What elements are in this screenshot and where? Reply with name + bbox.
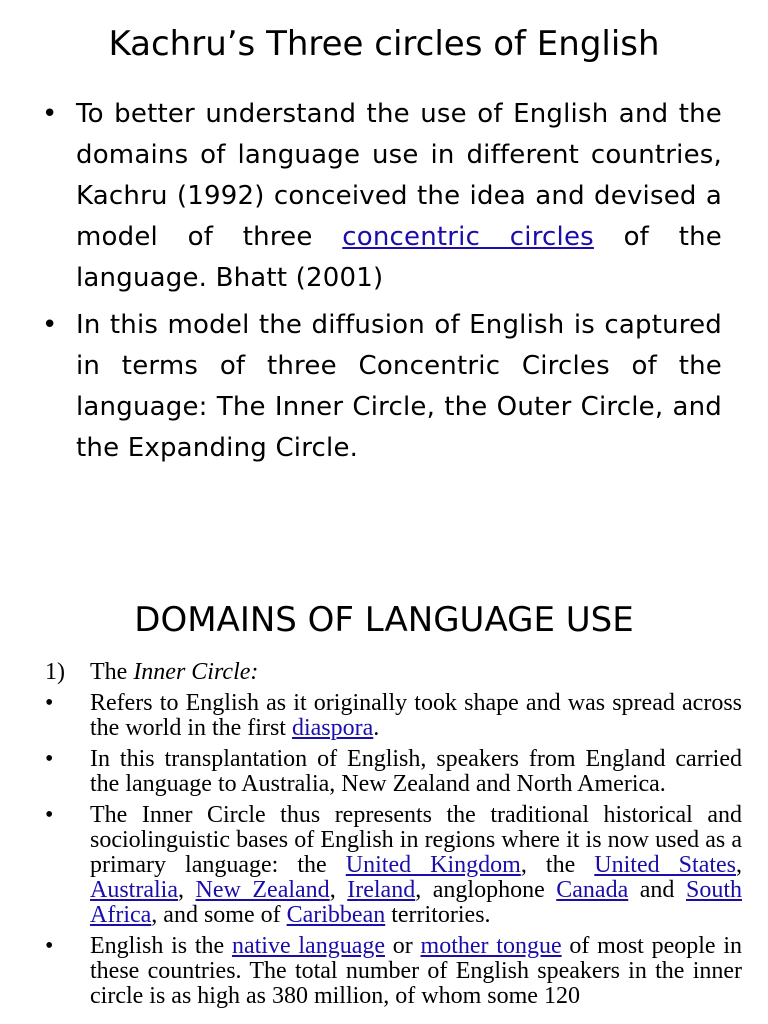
text-run: and — [628, 877, 686, 903]
text-run: The — [90, 659, 134, 685]
italic-text: Inner Circle: — [133, 659, 259, 685]
bullet-marker: • — [42, 99, 58, 129]
hyperlink[interactable]: concentric circles — [342, 222, 594, 252]
slide-title: Kachru’s Three circles of English — [108, 24, 660, 64]
text-run: , anglophone — [415, 877, 557, 903]
text-run: , — [177, 877, 196, 903]
hyperlink[interactable]: United States — [594, 852, 737, 878]
bullet-item — [36, 94, 722, 299]
hyperlink[interactable]: South Africa — [90, 877, 742, 928]
list-item — [45, 660, 742, 685]
text-run: territories. — [385, 902, 491, 928]
list-marker: • — [45, 933, 54, 959]
text-run: The Inner Circle thus represents the traditional historical and sociolinguistic bases of English in regions where it is now used as a primary language: the — [90, 802, 742, 878]
text-run: , and some of — [151, 902, 287, 928]
text-run: of the language. Bhatt (2001) — [76, 222, 722, 293]
list-item — [45, 934, 742, 1009]
domains-list — [45, 660, 742, 1015]
list-marker: • — [45, 746, 54, 772]
hyperlink[interactable]: diaspora — [291, 715, 374, 741]
text-run: To better understand the use of English and the domains of language use in different countries, Kachru (1992) conceived the idea and devised a model of three — [76, 99, 722, 252]
hyperlink[interactable]: native language — [231, 933, 386, 959]
hyperlink[interactable]: mother tongue — [420, 933, 562, 959]
hyperlink[interactable]: Australia — [90, 877, 178, 903]
text-run: , the — [520, 852, 595, 878]
text-run: . — [373, 715, 380, 741]
hyperlink[interactable]: Caribbean — [286, 902, 386, 928]
text-run: of most people in these countries. The total number of English speakers in the inner circle is as high as 380 million, of whom some 120 — [90, 933, 743, 1009]
text-run: English is the — [90, 933, 232, 959]
text-run: Refers to English as it originally took shape and was spread across the world in the first — [90, 690, 742, 741]
text-run: In this transplantation of English, speakers from England carried the language to Australia, New Zealand and North America. — [90, 746, 742, 797]
bullet-item — [36, 305, 722, 469]
text-run: or — [385, 933, 421, 959]
hyperlink[interactable]: New Zealand — [195, 877, 330, 903]
list-item — [45, 803, 742, 928]
hyperlink[interactable]: Ireland — [347, 877, 416, 903]
slide-kachru-circles — [0, 0, 768, 500]
list-item — [45, 747, 742, 797]
list-marker: • — [45, 802, 54, 828]
text-run: In this model the diffusion of English is captured in terms of three Concentric Circles of the language: The Inner Circle, the Outer Circle, and the Expanding Circle. — [76, 310, 722, 463]
text-run: , — [329, 877, 348, 903]
list-marker: • — [45, 690, 54, 716]
bullet-list — [36, 94, 722, 475]
text-run: , — [736, 852, 743, 878]
list-item — [45, 691, 742, 741]
hyperlink[interactable]: United Kingdom — [345, 852, 521, 878]
bullet-marker: • — [42, 310, 58, 340]
section-title: DOMAINS OF LANGUAGE USE — [134, 600, 634, 640]
list-marker: 1) — [45, 659, 65, 685]
hyperlink[interactable]: Canada — [556, 877, 629, 903]
